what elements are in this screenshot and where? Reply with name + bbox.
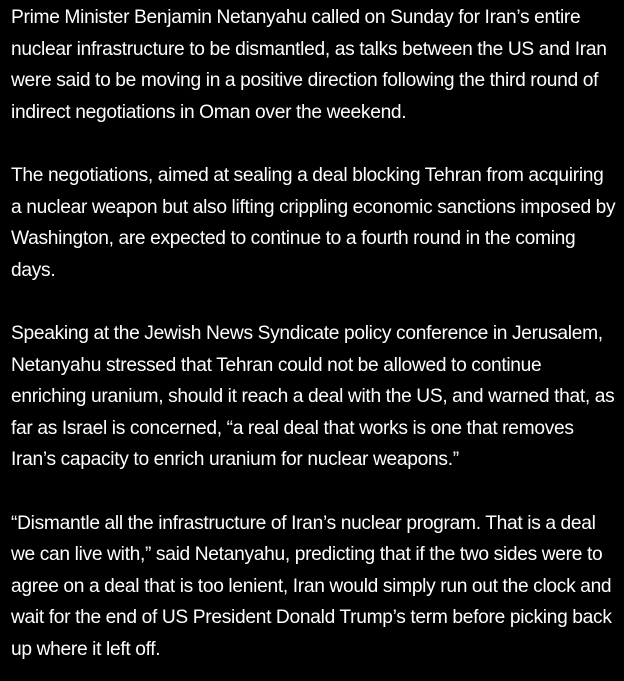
article-paragraph: Speaking at the Jewish News Syndicate policy conference in Jerusalem, Netanyahu stressed that Tehran could not be allowed to continue enriching uranium, should it reach a deal with the US, and warned that, as far as Israel is concerned, “a real deal that works is one that removes Iran’s capacity to enrich uranium for nuclear weapons.” — [11, 322, 615, 471]
article-paragraph: Prime Minister Benjamin Netanyahu called on Sunday for Iran’s entire nuclear infrastructure to be dismantled, as talks between the US and Iran were said to be moving in a positive direction following the third round of indirect negotiations in Oman over the weekend. — [11, 7, 607, 123]
article-body — [11, 2, 617, 665]
article-paragraph: The negotiations, aimed at sealing a deal blocking Tehran from acquiring a nuclear weapon but also lifting crippling economic sanctions imposed by Washington, are expected to continue to a fourth round in the coming days. — [11, 164, 616, 281]
article-paragraph: “Dismantle all the infrastructure of Iran’s nuclear program. That is a deal we can live with,” said Netanyahu, predicting that if the two sides were to agree on a deal that is too lenient, Iran would simply run out the clock and wait for the end of US President Donald Trump’s term before picking back up where it left off. — [11, 512, 612, 660]
